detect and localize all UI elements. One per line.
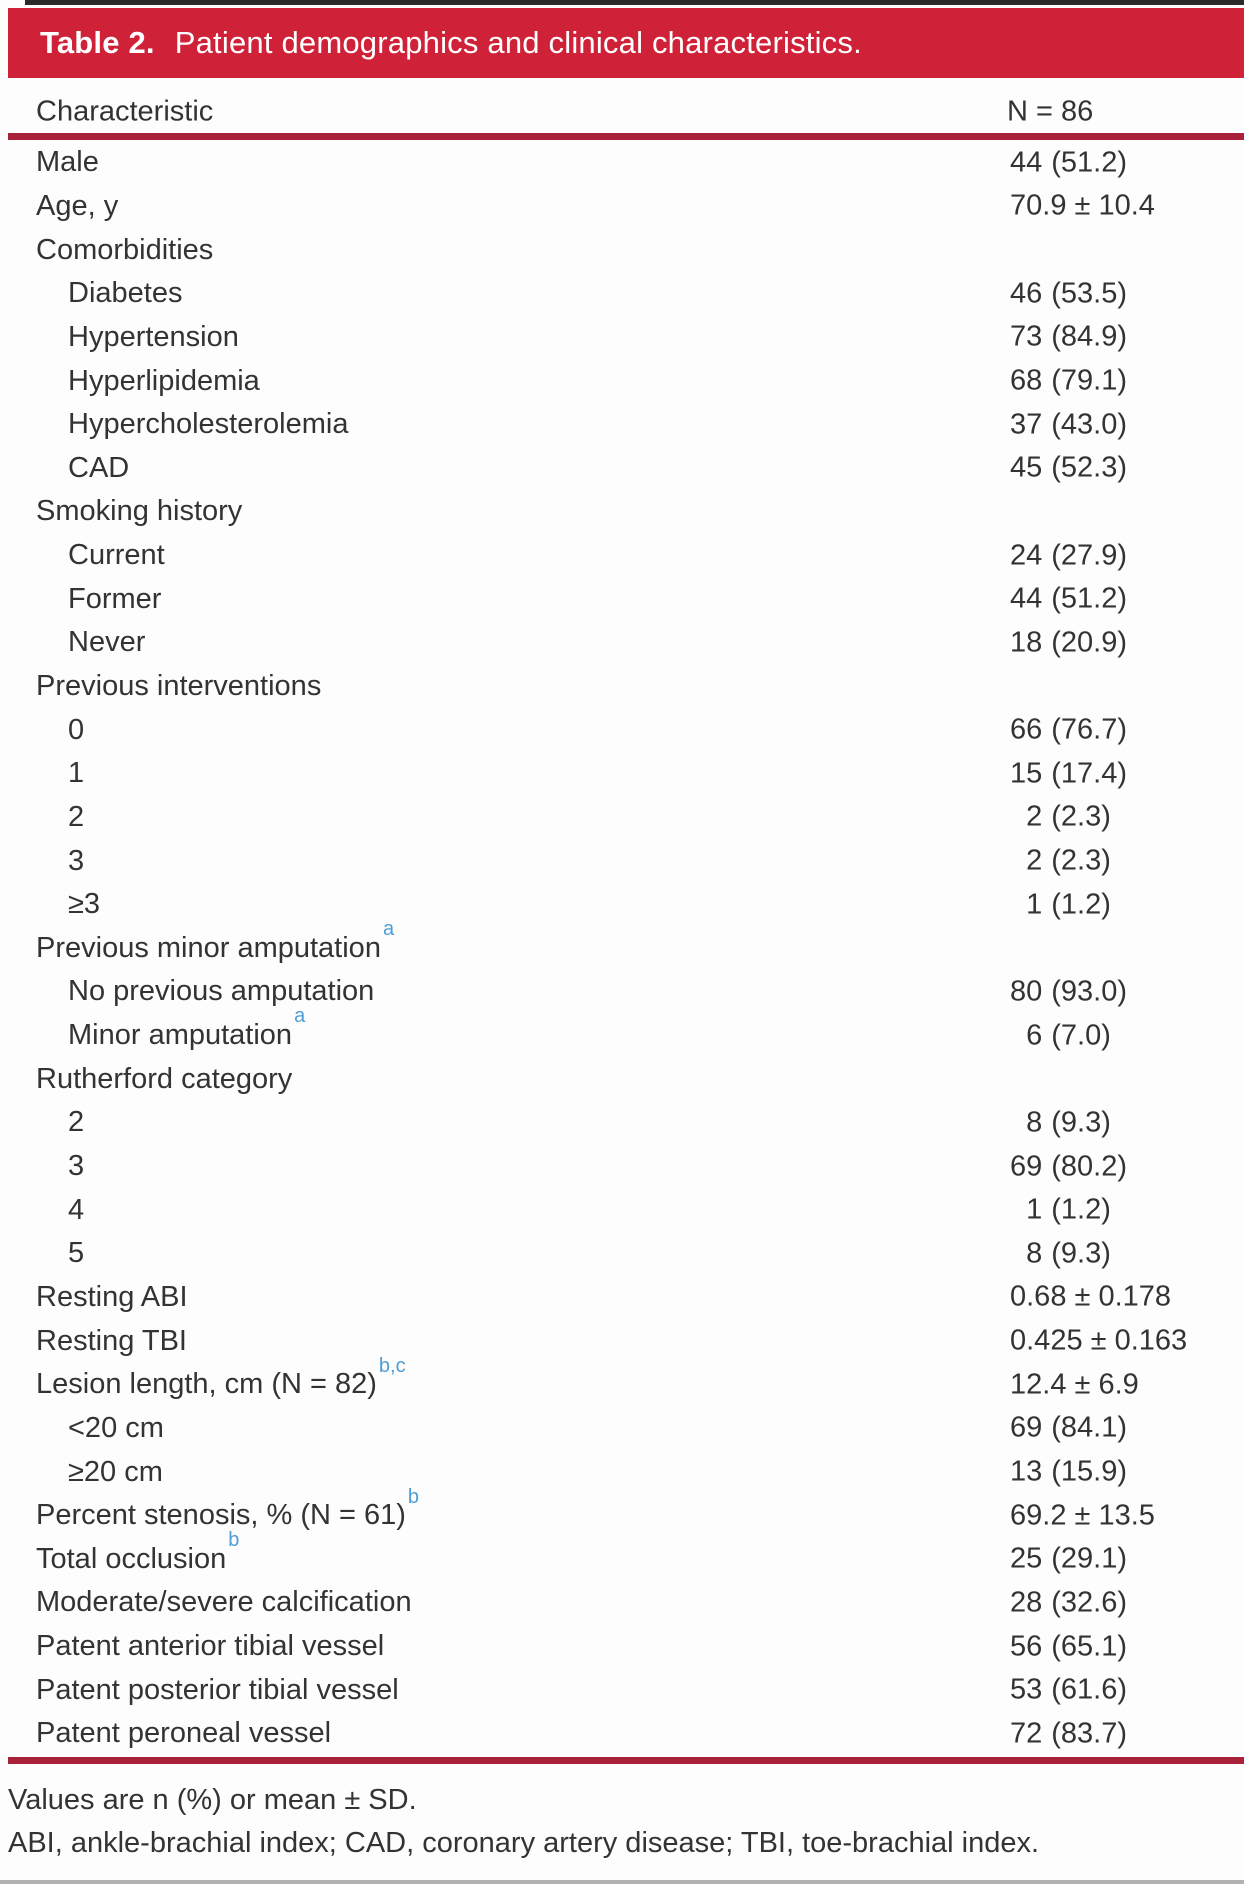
- row-value: 72 (83.7): [1010, 1717, 1128, 1750]
- footnote-marker: b,c: [378, 1354, 406, 1377]
- table-row: [0, 883, 1244, 927]
- table-row: [0, 1581, 1244, 1625]
- table-row: [0, 665, 1244, 709]
- table-row: [0, 970, 1244, 1014]
- row-value: 44 (51.2): [1010, 146, 1128, 179]
- row-label: 5: [68, 1237, 85, 1270]
- row-label: Smoking history: [36, 495, 243, 528]
- row-value: 25 (29.1): [1010, 1542, 1128, 1575]
- table-row: [0, 1057, 1244, 1101]
- row-value: 1 (1.2): [1026, 1193, 1111, 1226]
- row-label: 3: [68, 844, 85, 877]
- row-value: 73 (84.9): [1010, 320, 1128, 353]
- row-value: 12.4 ± 6.9: [1010, 1368, 1139, 1401]
- row-value: 46 (53.5): [1010, 277, 1128, 310]
- table-row: [0, 1188, 1244, 1232]
- column-header-characteristic: Characteristic: [36, 95, 214, 128]
- table-row: [0, 1101, 1244, 1145]
- row-value: 6 (7.0): [1026, 1019, 1111, 1052]
- table-number: Table 2.: [40, 25, 155, 60]
- row-label: Previous interventions: [36, 670, 322, 702]
- footnote-marker: a: [294, 1005, 306, 1028]
- row-value: 66 (76.7): [1010, 713, 1128, 746]
- row-label: Previous minor amputation$^a$: [36, 918, 395, 964]
- row-value: 13 (15.9): [1010, 1455, 1128, 1488]
- scan-edge-bottom: [0, 1880, 1244, 1884]
- table-body: [0, 141, 1244, 1756]
- row-label: Former: [68, 582, 162, 615]
- table-row: [0, 272, 1244, 316]
- row-label: Hypercholesterolemia: [68, 408, 349, 441]
- table-row: [0, 403, 1244, 447]
- row-label: No previous amputation: [68, 975, 375, 1008]
- column-header-n: N = 86: [1007, 95, 1094, 128]
- table-rule-top: [8, 133, 1244, 140]
- table-row: [0, 1145, 1244, 1189]
- row-label: Patent posterior tibial vessel: [36, 1673, 399, 1706]
- table-row: [0, 534, 1244, 578]
- row-label: Resting ABI: [36, 1280, 188, 1313]
- row-label: Minor amputation$^a$: [68, 1005, 306, 1052]
- table-row: [0, 228, 1244, 272]
- row-value: 69.2 ± 13.5: [1010, 1499, 1155, 1532]
- row-label: <20 cm: [68, 1411, 164, 1444]
- table-row: [0, 185, 1244, 229]
- row-label: 0: [68, 713, 85, 746]
- row-value: 80 (93.0): [1010, 975, 1128, 1008]
- table-row: [0, 1529, 1244, 1582]
- row-label: Lesion length, cm (N = 82)$^{b,c}$: [36, 1354, 406, 1401]
- table-row: [0, 621, 1244, 665]
- table-row: [0, 316, 1244, 360]
- row-label: ≥20 cm: [68, 1455, 163, 1488]
- column-header-row: [0, 90, 1244, 134]
- table-row: [0, 752, 1244, 796]
- footnote-marker: b: [407, 1485, 420, 1508]
- table-row: [0, 918, 1244, 971]
- row-value: 8 (9.3): [1026, 1237, 1111, 1270]
- footnote-values-definition: Values are n (%) or mean ± SD.: [8, 1784, 417, 1816]
- table-row: [0, 1319, 1244, 1363]
- row-value: 53 (61.6): [1010, 1673, 1128, 1706]
- row-value: 0.68 ± 0.178: [1010, 1280, 1172, 1313]
- row-value: 44 (51.2): [1010, 582, 1128, 615]
- table-row: [0, 1625, 1244, 1669]
- row-label: Current: [68, 539, 165, 572]
- scan-edge-top: [25, 0, 1244, 5]
- row-label: Male: [36, 146, 99, 179]
- row-value: 8 (9.3): [1026, 1106, 1111, 1139]
- row-label: Hypertension: [68, 320, 239, 353]
- row-value: 37 (43.0): [1010, 408, 1128, 441]
- row-label: Never: [68, 626, 146, 659]
- row-value: 18 (20.9): [1010, 626, 1128, 659]
- table-row: [0, 1276, 1244, 1320]
- footnote-marker: b: [228, 1529, 240, 1552]
- row-value: 2 (2.3): [1026, 800, 1111, 833]
- row-label: 2: [68, 1106, 85, 1139]
- table-caption: Patient demographics and clinical characteristics.: [174, 25, 862, 60]
- row-label: Resting TBI: [36, 1324, 187, 1357]
- table-row: [0, 446, 1244, 490]
- row-label: Age, y: [36, 189, 119, 222]
- row-value: 1 (1.2): [1026, 888, 1111, 921]
- row-label: CAD: [68, 451, 130, 484]
- row-label: Percent stenosis, % (N = 61)$^b$: [36, 1485, 420, 1532]
- table-row: [0, 1407, 1244, 1451]
- row-value: 68 (79.1): [1010, 364, 1128, 397]
- row-value: 15 (17.4): [1010, 757, 1128, 790]
- table-row: [0, 708, 1244, 752]
- row-label: ≥3: [68, 888, 101, 921]
- row-label: 4: [68, 1193, 85, 1226]
- table-row: [0, 1354, 1244, 1407]
- row-value: 2 (2.3): [1026, 844, 1111, 877]
- table-row: [0, 1232, 1244, 1276]
- table-row: [0, 1712, 1244, 1756]
- row-value: 56 (65.1): [1010, 1630, 1128, 1663]
- table-row: [0, 1005, 1244, 1058]
- row-label: Hyperlipidemia: [68, 364, 260, 397]
- table-row: [0, 141, 1244, 185]
- row-value: 69 (80.2): [1010, 1150, 1128, 1183]
- row-label: Diabetes: [68, 277, 183, 310]
- table-rule-bottom: [8, 1757, 1244, 1764]
- row-label: 1: [68, 757, 85, 790]
- row-label: Patent anterior tibial vessel: [36, 1630, 385, 1663]
- row-value: 45 (52.3): [1010, 451, 1128, 484]
- row-label: Rutherford category: [36, 1062, 293, 1095]
- table-row: [0, 359, 1244, 403]
- row-value: 24 (27.9): [1010, 539, 1128, 572]
- row-label: Comorbidities: [36, 233, 214, 266]
- row-label: Total occlusion$^b$: [36, 1529, 240, 1575]
- row-label: Moderate/severe calcification: [36, 1586, 412, 1619]
- row-label: Patent peroneal vessel: [36, 1717, 332, 1750]
- footnote-abbreviations: ABI, ankle-brachial index; CAD, coronary artery disease; TBI, toe-brachial index.: [8, 1827, 1040, 1859]
- row-label: 3: [68, 1150, 85, 1183]
- table-row: [0, 490, 1244, 534]
- table-footnotes: [8, 1779, 1240, 1865]
- table-row: [0, 1668, 1244, 1712]
- footnote-marker: a: [382, 918, 395, 941]
- row-label: 2: [68, 800, 85, 833]
- row-value: 69 (84.1): [1010, 1411, 1128, 1444]
- table-row: [0, 839, 1244, 883]
- table-title-bar: [8, 8, 1244, 78]
- table-row: [0, 1485, 1244, 1538]
- row-value: 28 (32.6): [1010, 1586, 1128, 1619]
- row-value: 70.9 ± 10.4: [1010, 189, 1155, 222]
- row-value: 0.425 ± 0.163: [1010, 1324, 1188, 1357]
- table-row: [0, 577, 1244, 621]
- table-row: [0, 796, 1244, 840]
- table-row: [0, 1450, 1244, 1494]
